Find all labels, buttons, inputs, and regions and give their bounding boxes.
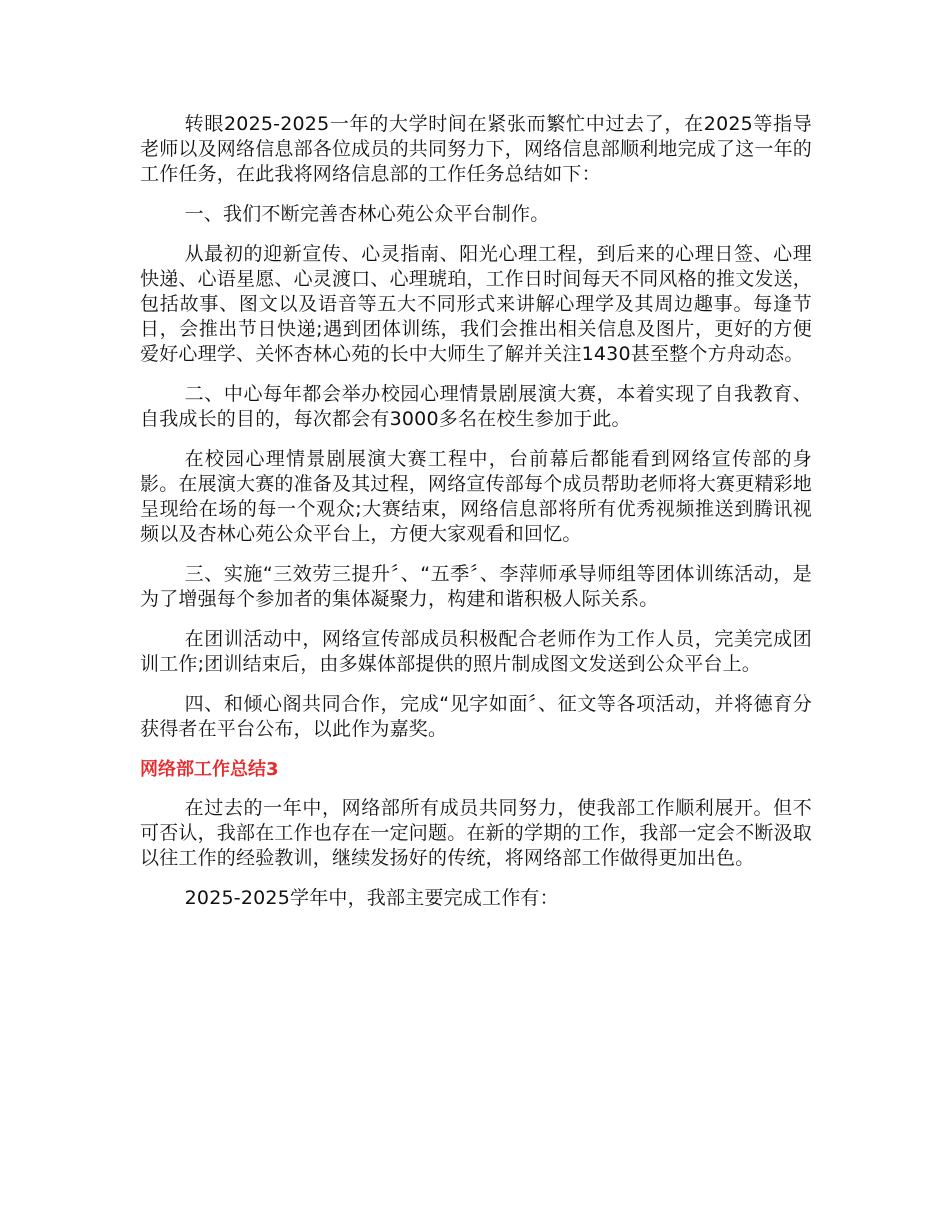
item-two-detail-paragraph: 在校园心理情景剧展演大赛工程中，台前幕后都能看到网络宣传部的身影。在展演大赛的准备及其过程，网络宣传部每个成员帮助老师将大赛更精彩地呈现给在场的每一个观众;大赛结束，网络信息部将所有优秀视频推送到腾讯视频以及杏林心苑公众平台上，方便大家观看和回忆。 <box>140 448 813 545</box>
item-two-heading-paragraph: 二、中心每年都会举办校园心理情景剧展演大赛，本着实现了自我教育、自我成长的目的，每次都会有3000多名在校生参加于此。 <box>140 383 812 430</box>
item-one-detail-paragraph: 从最初的迎新宣传、心灵指南、阳光心理工程，到后来的心理日签、心理快递、心语星愿、心灵渡口、心理琥珀，工作日时间每天不同风格的推文发送，包括故事、图文以及语音等五大不同形式来讲解心理学及其周边趣事。每逢节日，会推出节日快递;遇到团体训练，我们会推出相关信息及图片，更好的方便爱好心理学、关怀杏林心苑的长中大师生了解并关注1430甚至整个方舟动态。 <box>140 243 813 365</box>
section-heading: 网络部工作总结3 <box>140 759 279 780</box>
summary-paragraph: 在过去的一年中，网络部所有成员共同努力，使我部工作顺利展开。但不可否认，我部在工作也存在一定问题。在新的学期的工作，我部一定会不断汲取以往工作的经验教训，继续发扬好的传统，将网络部工作做得更加出色。 <box>140 797 813 869</box>
item-four-paragraph: 四、和倾心阁共同合作，完成“见字如面〞、征文等各项活动，并将德育分获得者在平台公布，以此作为嘉奖。 <box>140 693 812 740</box>
document-body <box>140 112 812 926</box>
work-list-intro-paragraph: 2025-2025学年中，我部主要完成工作有： <box>184 887 559 909</box>
intro-paragraph: 转眼2025-2025一年的大学时间在紧张而繁忙中过去了，在2025等指导老师以及网络信息部各位成员的共同努力下，网络信息部顺利地完成了这一年的工作任务，在此我将网络信息部的工作任务总结如下： <box>140 113 813 185</box>
item-three-detail-paragraph: 在团训活动中，网络宣传部成员积极配合老师作为工作人员，完美完成团训工作;团训结束后，由多媒体部提供的照片制成图文发送到公众平台上。 <box>140 628 812 675</box>
item-one-heading-paragraph: 一、我们不断完善杏林心苑公众平台制作。 <box>184 203 550 225</box>
item-three-heading-paragraph: 三、实施“三效劳三提升〞、“五季〞、李萍师承导师组等团体训练活动，是为了增强每个参加者的集体凝聚力，构建和谐积极人际关系。 <box>140 563 812 610</box>
